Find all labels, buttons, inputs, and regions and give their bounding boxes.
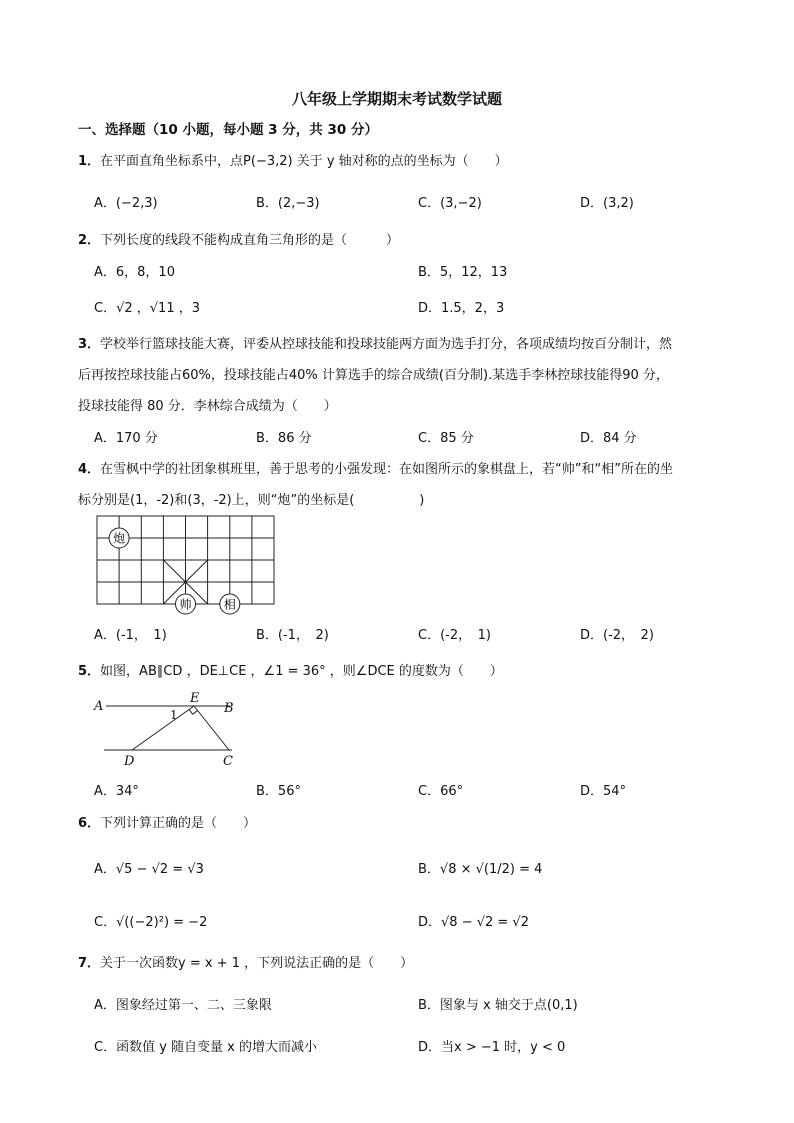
question-number: 1． <box>78 154 101 169</box>
chess-piece-label: 帅 <box>179 597 192 612</box>
option-a: A．(-1， 1) <box>94 628 167 643</box>
question-text-line: 后再按控球技能占60%，投球技能占40% 计算选手的综合成绩(百分制).某选手李林控球技能得90 分， <box>78 368 669 383</box>
question-number: 4． <box>78 462 101 477</box>
question-number: 6． <box>78 816 101 831</box>
option-a: A．图象经过第一、二、三象限 <box>94 998 272 1013</box>
option-c: C．85 分 <box>418 431 474 446</box>
question-7 <box>78 952 413 971</box>
option-c: C．√2 ，√11 ，3 <box>94 301 200 316</box>
label-b: B <box>224 701 234 716</box>
option-c: C．(-2， 1) <box>418 628 491 643</box>
option-b: B．86 分 <box>256 431 312 446</box>
chess-piece-pao <box>109 528 129 548</box>
chess-piece-label: 炮 <box>113 531 126 546</box>
question-number: 2． <box>78 233 101 248</box>
question-text-line: 标分别是(1，-2)和(3，-2)上，则“炮”的坐标是( ) <box>78 493 425 508</box>
option-a: A．(−2,3) <box>94 196 158 211</box>
question-text-line: 投球技能得 80 分．李林综合成绩为（ ） <box>78 399 337 414</box>
chess-piece-label: 相 <box>223 597 236 612</box>
segment-de <box>132 706 194 750</box>
label-e: E <box>190 691 200 706</box>
right-angle-mark <box>189 710 197 715</box>
option-a: A．170 分 <box>94 431 158 446</box>
option-c: C．函数值 y 随自变量 x 的增大而减小 <box>94 1040 317 1055</box>
option-b: B．56° <box>256 784 301 799</box>
option-b: B．(-1， 2) <box>256 628 329 643</box>
option-d: D．(3,2) <box>580 196 634 211</box>
question-2 <box>78 229 399 248</box>
option-c: C．√((−2)²) = −2 <box>94 915 208 930</box>
option-d: D．当x > −1 时，y < 0 <box>418 1040 566 1055</box>
question-1 <box>78 150 508 169</box>
option-c: C．(3,−2) <box>418 196 482 211</box>
page-title: 八年级上学期期末考试数学试题 <box>291 90 502 108</box>
option-a: A．34° <box>94 784 139 799</box>
option-d: D．84 分 <box>580 431 637 446</box>
question-3 <box>78 333 672 352</box>
option-b: B．√8 × √(1/2) = 4 <box>418 862 543 877</box>
question-text: 学校举行篮球技能大赛，评委从控球技能和投球技能两方面为选手打分，各项成绩均按百分制计，然 <box>100 337 673 352</box>
chess-board-figure <box>94 512 284 620</box>
question-text: 下列计算正确的是（ ） <box>100 816 257 831</box>
chess-piece-xiang <box>220 594 240 614</box>
option-b: B．5，12，13 <box>418 265 508 280</box>
question-text: 在平面直角坐标系中，点P(−3,2) 关于 y 轴对称的点的坐标为（ ） <box>100 154 508 169</box>
question-text: 关于一次函数y = x + 1 ，下列说法正确的是（ ） <box>100 956 414 971</box>
question-6 <box>78 812 256 831</box>
option-b: B．(2,−3) <box>256 196 320 211</box>
chess-piece-shuai <box>176 594 196 614</box>
option-a: A．√5 − √2 = √3 <box>94 862 204 877</box>
parallel-lines-figure <box>90 690 250 770</box>
question-text: 如图，AB∥CD ，DE⊥CE ，∠1 = 36° ，则∠DCE 的度数为（ ） <box>100 664 503 679</box>
label-angle-1: 1 <box>170 708 178 722</box>
label-c: C <box>223 754 233 769</box>
option-d: D．54° <box>580 784 627 799</box>
option-d: D．(-2， 2) <box>580 628 654 643</box>
question-5 <box>78 660 503 679</box>
label-d: D <box>124 754 135 769</box>
question-number: 5． <box>78 664 101 679</box>
question-number: 7． <box>78 956 101 971</box>
option-a: A．6，8，10 <box>94 265 175 280</box>
question-text: 在雪枫中学的社团象棋班里，善于思考的小强发现：在如图所示的象棋盘上，若“帅”和“相”所在的坐 <box>100 462 673 477</box>
question-number: 3． <box>78 337 101 352</box>
label-a: A <box>94 699 104 714</box>
section-heading: 一、选择题（10 小题，每小题 3 分，共 30 分） <box>78 122 378 138</box>
question-4 <box>78 458 673 477</box>
option-d: D．√8 − √2 = √2 <box>418 915 529 930</box>
question-text: 下列长度的线段不能构成直角三角形的是（ ） <box>100 233 400 248</box>
option-d: D．1.5，2，3 <box>418 301 505 316</box>
option-c: C．66° <box>418 784 464 799</box>
option-b: B．图象与 x 轴交于点(0,1) <box>418 998 578 1013</box>
